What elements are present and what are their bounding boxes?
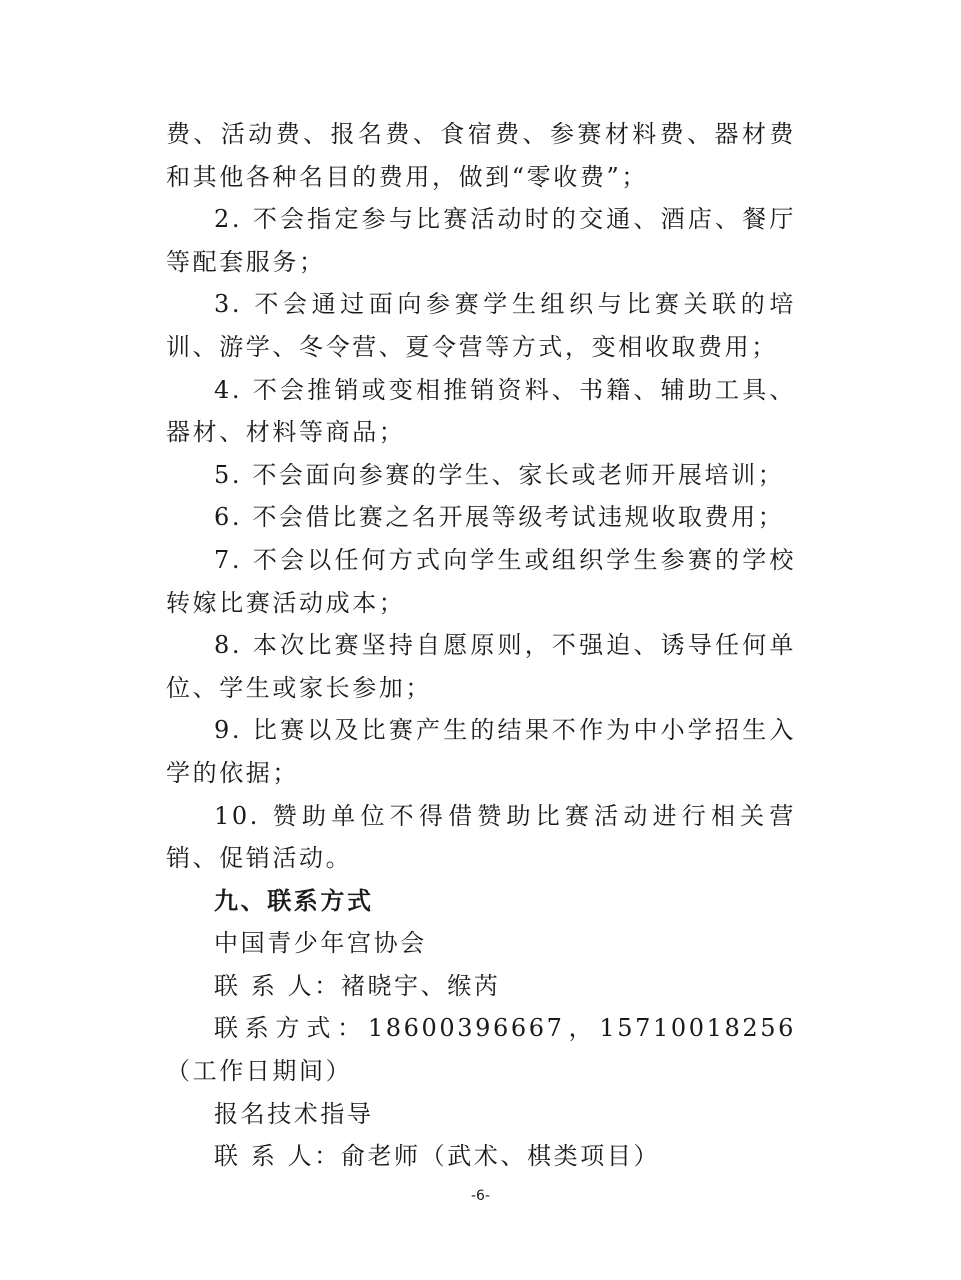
list-item-9: 9. 比赛以及比赛产生的结果不作为中小学招生入学的依据； [166, 716, 796, 787]
document-body [166, 113, 796, 1178]
paragraph-continuation: 费、活动费、报名费、食宿费、参赛材料费、器材费和其他各种名目的费用，做到“零收费”； [166, 120, 796, 191]
list-item-10: 10. 赞助单位不得借赞助比赛活动进行相关营销、促销活动。 [166, 801, 796, 873]
tech-contact-person-line: 联 系 人：俞老师（武术、棋类项目） [214, 1142, 661, 1171]
contact-person-line: 联 系 人：褚晓宇、缑芮 [214, 971, 501, 1000]
list-item-7: 7. 不会以任何方式向学生或组织学生参赛的学校转嫁比赛活动成本； [166, 545, 796, 617]
tech-guide-heading: 报名技术指导 [214, 1099, 374, 1128]
list-item-5: 5. 不会面向参赛的学生、家长或老师开展培训； [214, 460, 785, 489]
contact-organization: 中国青少年宫协会 [214, 929, 427, 958]
list-item-2: 2. 不会指定参与比赛活动时的交通、酒店、餐厅等配套服务； [166, 205, 796, 276]
list-item-3: 3. 不会通过面向参赛学生组织与比赛关联的培训、游学、冬令营、夏令营等方式，变相收取费用； [166, 290, 796, 361]
contact-phone-line: 联系方式：18600396667，15710018256（工作日期间） [166, 1014, 796, 1086]
section-heading-contact: 九、联系方式 [214, 886, 374, 915]
page-number: -6- [470, 1188, 490, 1204]
list-item-6: 6. 不会借比赛之名开展等级考试违规收取费用； [214, 503, 785, 532]
list-item-8: 8. 本次比赛坚持自愿原则，不强迫、诱导任何单位、学生或家长参加； [166, 631, 796, 702]
list-item-4: 4. 不会推销或变相推销资料、书籍、辅助工具、器材、材料等商品； [166, 375, 796, 447]
